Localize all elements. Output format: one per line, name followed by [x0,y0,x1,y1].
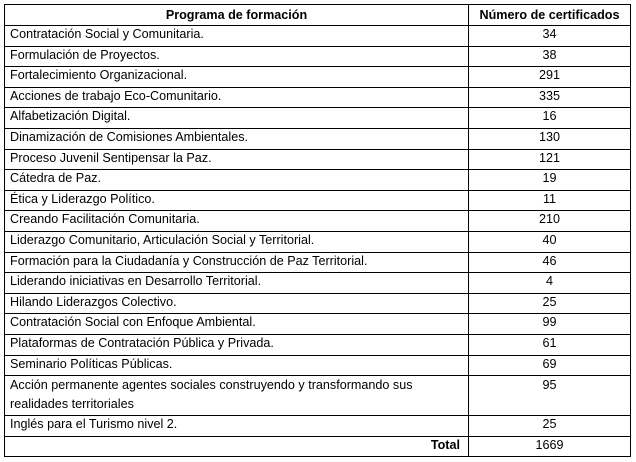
table-row [5,334,631,355]
program-name: Contratación Social con Enfoque Ambiental. [5,314,469,335]
program-name: Ética y Liderazgo Político. [5,190,469,211]
table-row [5,252,631,273]
certificate-count: 130 [469,128,631,149]
certificate-count: 99 [469,314,631,335]
certificate-count: 4 [469,273,631,294]
table-row [5,376,631,416]
certificate-count: 38 [469,46,631,67]
table-row [5,190,631,211]
table-header-row [5,5,631,26]
program-name: Dinamización de Comisiones Ambientales. [5,128,469,149]
program-name: Creando Facilitación Comunitaria. [5,211,469,232]
certificate-count: 40 [469,231,631,252]
program-name: Seminario Políticas Públicas. [5,355,469,376]
table-row [5,170,631,191]
table-row [5,231,631,252]
table-row [5,67,631,88]
table-row [5,87,631,108]
table-row [5,273,631,294]
certificate-count: 335 [469,87,631,108]
header-count: Número de certificados [469,5,631,26]
program-name: Liderazgo Comunitario, Articulación Social y Territorial. [5,231,469,252]
total-label: Total [5,436,469,456]
certificate-count: 121 [469,149,631,170]
certificate-count: 291 [469,67,631,88]
certificate-count: 210 [469,211,631,232]
table-row [5,416,631,437]
program-name: Acciones de trabajo Eco-Comunitario. [5,87,469,108]
program-name: Liderando iniciativas en Desarrollo Territorial. [5,273,469,294]
certificates-table [4,4,631,457]
certificate-count: 25 [469,293,631,314]
table-row [5,293,631,314]
table-row [5,128,631,149]
program-name: Fortalecimiento Organizacional. [5,67,469,88]
table-row [5,211,631,232]
program-name: Proceso Juvenil Sentipensar la Paz. [5,149,469,170]
certificate-count: 46 [469,252,631,273]
certificates-table-container [4,4,631,457]
program-name: Acción permanente agentes sociales construyendo y transformando sus realidades territoriales [5,376,469,416]
certificate-count: 61 [469,334,631,355]
table-row [5,26,631,47]
certificate-count: 19 [469,170,631,191]
header-program: Programa de formación [5,5,469,26]
program-name: Cátedra de Paz. [5,170,469,191]
certificate-count: 69 [469,355,631,376]
certificate-count: 25 [469,416,631,437]
table-row [5,314,631,335]
table-row [5,149,631,170]
certificate-count: 16 [469,108,631,129]
total-row [5,436,631,456]
certificate-count: 95 [469,376,631,416]
table-row [5,355,631,376]
program-name: Formación para la Ciudadanía y Construcción de Paz Territorial. [5,252,469,273]
program-name: Contratación Social y Comunitaria. [5,26,469,47]
table-row [5,108,631,129]
program-name: Inglés para el Turismo nivel 2. [5,416,469,437]
program-name: Formulación de Proyectos. [5,46,469,67]
program-name: Alfabetización Digital. [5,108,469,129]
total-value: 1669 [469,436,631,456]
certificate-count: 34 [469,26,631,47]
program-name: Hilando Liderazgos Colectivo. [5,293,469,314]
table-row [5,46,631,67]
certificate-count: 11 [469,190,631,211]
program-name: Plataformas de Contratación Pública y Privada. [5,334,469,355]
